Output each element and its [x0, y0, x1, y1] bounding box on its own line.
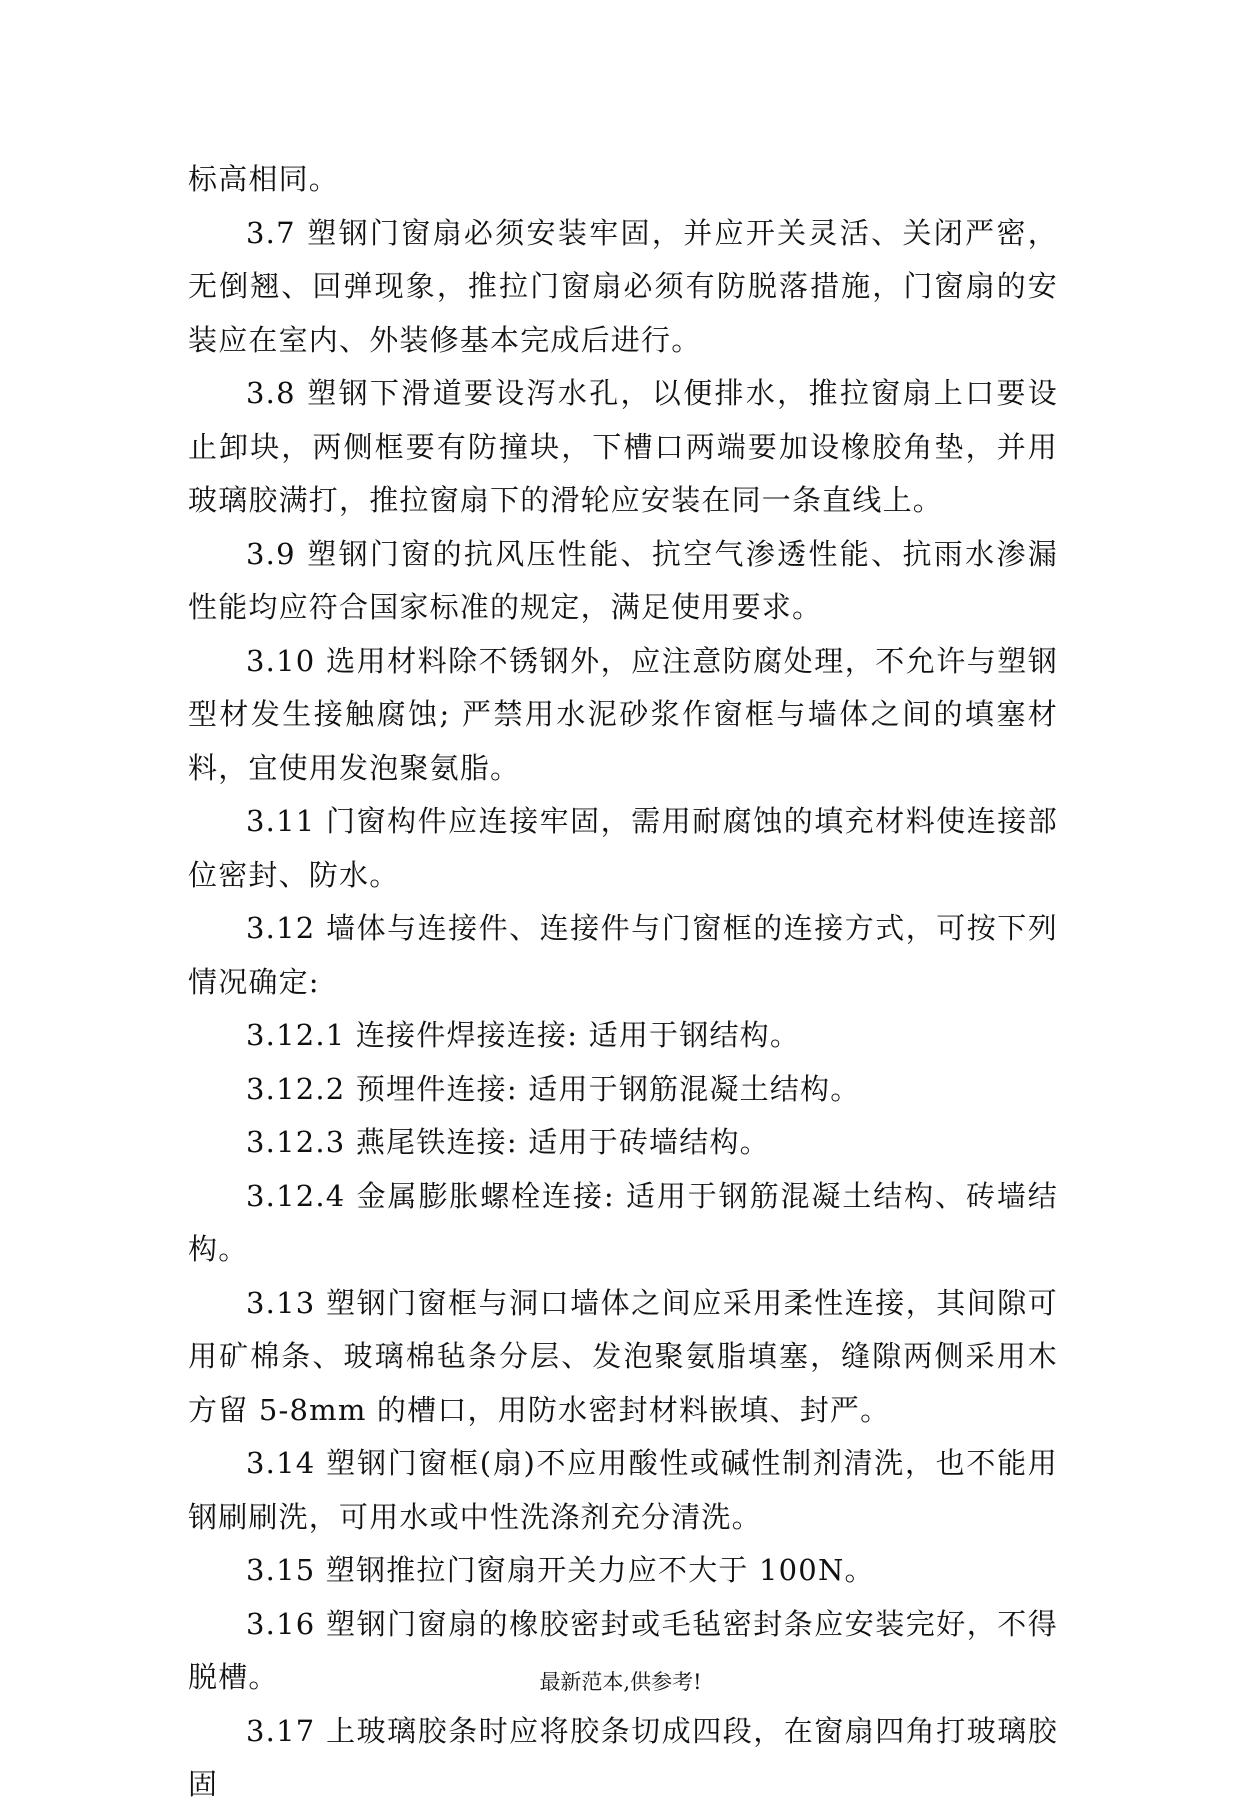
paragraph: 3.12.2 预埋件连接: 适用于钢筋混凝土结构。 [246, 1071, 861, 1106]
paragraph: 3.12.4 金属膨胀螺栓连接: 适用于钢筋混凝土结构、砖墙结构。 [188, 1178, 1058, 1266]
paragraph: 3.17 上玻璃胶条时应将胶条切成四段，在窗扇四角打玻璃胶固 [188, 1713, 1058, 1801]
paragraph: 3.14 塑钢门窗框(扇)不应用酸性或碱性制剂清洗，也不能用钢刷刷洗，可用水或中性洗涤剂充分清洗。 [188, 1446, 1058, 1534]
paragraph: 3.15 塑钢推拉门窗扇开关力应不大于 100N。 [246, 1553, 875, 1587]
paragraph: 3.12.3 燕尾铁连接: 适用于砖墙结构。 [246, 1125, 770, 1159]
paragraph: 标高相同。 [188, 162, 340, 196]
paragraph: 3.11 门窗构件应连接牢固，需用耐腐蚀的填充材料使连接部位密封、防水。 [188, 804, 1058, 892]
paragraph: 3.9 塑钢门窗的抗风压性能、抗空气渗透性能、抗雨水渗漏性能均应符合国家标准的规定，满足使用要求。 [188, 536, 1058, 624]
paragraph: 3.16 塑钢门窗扇的橡胶密封或毛毡密封条应安装完好，不得脱槽。 [188, 1606, 1058, 1694]
page-footer: 最新范本,供参考! [539, 1670, 702, 1694]
paragraph: 3.8 塑钢下滑道要设泻水孔，以便排水，推拉窗扇上口要设止卸块，两侧框要有防撞块，下槽口两端要加设橡胶角垫，并用玻璃胶满打，推拉窗扇下的滑轮应安装在同一条直线上。 [188, 376, 1058, 517]
paragraph: 3.12.1 连接件焊接连接: 适用于钢结构。 [246, 1018, 801, 1052]
paragraph: 3.12 墙体与连接件、连接件与门窗框的连接方式，可按下列情况确定: [188, 911, 1058, 999]
paragraph: 3.7 塑钢门窗扇必须安装牢固，并应开关灵活、关闭严密，无倒翘、回弹现象，推拉门窗扇必须有防脱落措施，门窗扇的安装应在室内、外装修基本完成后进行。 [188, 215, 1058, 357]
paragraph: 3.10 选用材料除不锈钢外，应注意防腐处理，不允许与塑钢型材发生接触腐蚀; 严禁用水泥砂浆作窗框与墙体之间的填塞材料，宜使用发泡聚氨脂。 [188, 643, 1058, 785]
paragraph: 3.13 塑钢门窗框与洞口墙体之间应采用柔性连接，其间隙可用矿棉条、玻璃棉毡条分层、发泡聚氨脂填塞，缝隙两侧采用木方留 5-8mm 的槽口，用防水密封材料嵌填、封严。 [188, 1285, 1058, 1427]
document-body [188, 153, 1058, 1812]
